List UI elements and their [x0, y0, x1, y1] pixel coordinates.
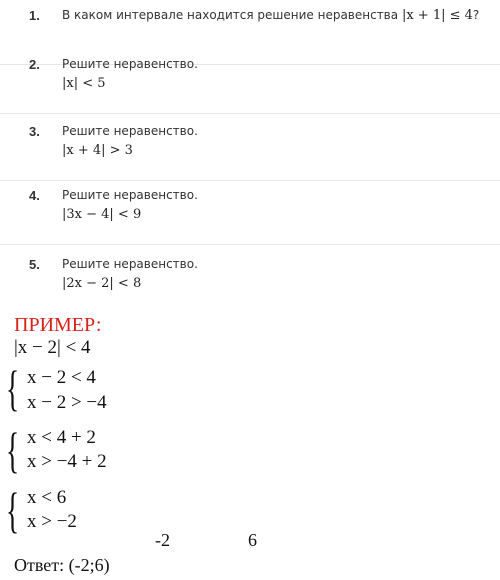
task-text: Решите неравенство.	[62, 188, 198, 202]
task-formula: |3x − 4| < 9	[62, 207, 142, 222]
left-brace-icon: {	[6, 360, 20, 416]
answer-text: Ответ: (-2;6)	[14, 555, 110, 575]
system-3-line-1: x < 6	[27, 487, 67, 508]
task-formula: |x + 1| ≤ 4	[401, 8, 473, 23]
task-question: В каком интервале находится решение неравенства	[62, 8, 399, 22]
system-1-line-1: x − 2 < 4	[27, 367, 96, 388]
example-title: ПРИМЕР:	[14, 314, 102, 336]
system-2-line-1: x < 4 + 2	[27, 427, 96, 448]
system-1-line-2: x − 2 > −4	[27, 392, 107, 413]
task-text: Решите неравенство.	[62, 57, 198, 71]
left-brace-icon: {	[6, 422, 20, 478]
task-number: 4.	[29, 188, 40, 203]
point-label-left: -2	[155, 530, 170, 550]
task-number: 5.	[29, 257, 40, 272]
system-3-line-2: x > −2	[27, 511, 77, 532]
task-text: Решите неравенство.	[62, 124, 198, 138]
task-number: 2.	[29, 57, 40, 72]
system-2-line-2: x > −4 + 2	[27, 451, 107, 472]
task-text: Решите неравенство.	[62, 257, 198, 271]
point-label-right: 6	[248, 530, 257, 550]
left-brace-icon: {	[6, 482, 20, 538]
task-formula: |x + 4| > 3	[62, 143, 133, 158]
task-formula: |2x − 2| < 8	[62, 276, 142, 291]
task-number: 3.	[29, 124, 40, 139]
task-question-mark: ?	[472, 8, 480, 22]
task-formula: |x| < 5	[62, 76, 106, 91]
task-number: 1.	[29, 8, 40, 23]
example-original-inequality: |x − 2| < 4	[14, 337, 91, 358]
